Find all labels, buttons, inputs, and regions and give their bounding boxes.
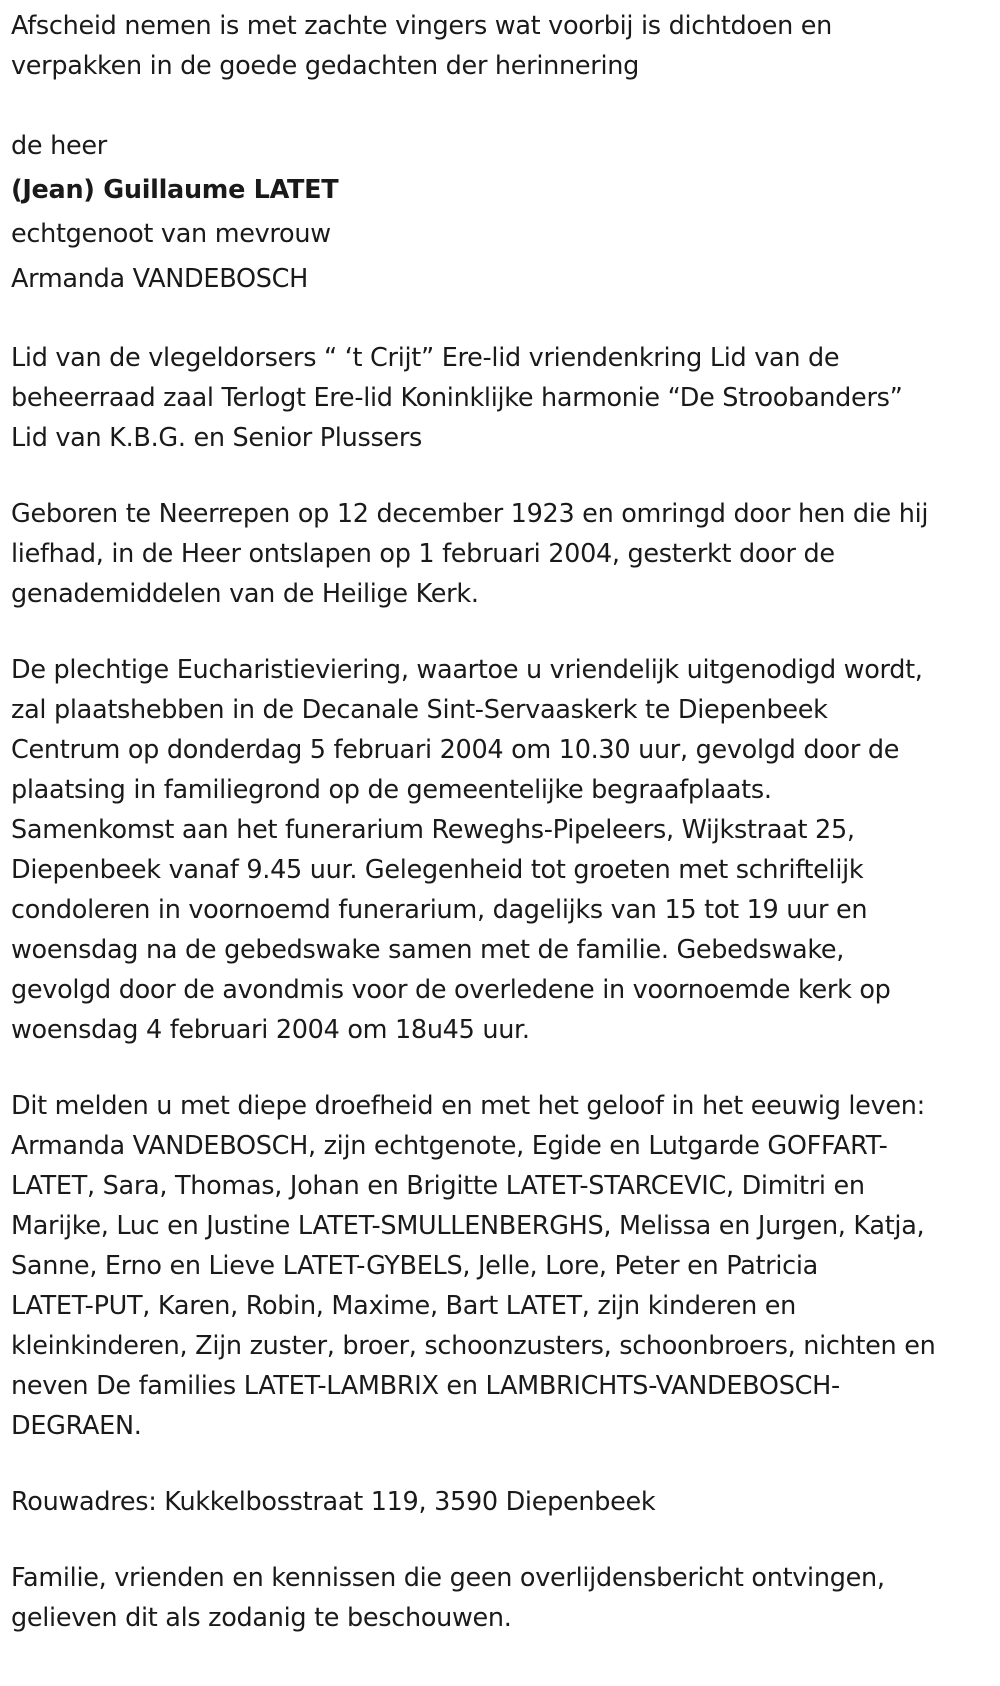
deceased-name: (Jean) Guillaume LATET: [11, 175, 339, 205]
spacer: [11, 614, 996, 650]
intro-text: Afscheid nemen is met zachte vingers wat voorbij is dichtdoen en verpakken in de goede gedachten der herinnering: [11, 11, 833, 81]
spouse-label: echtgenoot van mevrouw: [11, 219, 331, 249]
closing-text: Familie, vrienden en kennissen die geen overlijdensbericht ontvingen, gelieven dit als zodanig te beschouwen.: [11, 1563, 885, 1633]
spacer: [11, 302, 996, 338]
ceremony-text: De plechtige Eucharistieviering, waartoe u vriendelijk uitgenodigd wordt, zal plaatshebben in de Decanale Sint-Servaaskerk te Diepenbeek Centrum op donderdag 5 februari 2004 om 10.30 uur, gevolgd door de plaatsing in familiegrond op de gemeentelijke begraafplaats. Samenkomst aan het funerarium Reweghs-Pipeleers, Wijkstraat 25, Diepenbeek vanaf 9.45 uur. Gelegenheid tot groeten met schriftelijk condoleren in voornoemd funerarium, dagelijks van 15 tot 19 uur en woensdag na de gebedswake samen met de familie. Gebedswake, gevolgd door de avondmis voor de overledene in voornoemde kerk op woensdag 4 februari 2004 om 18u45 uur.: [11, 655, 923, 1045]
spacer: [11, 1522, 996, 1558]
spacer: [11, 1446, 996, 1482]
spacer: [11, 86, 996, 126]
birth-death-text: Geboren te Neerrepen op 12 december 1923 en omringd door hen die hij liefhad, in de Heer ontslapen op 1 februari 2004, gesterkt door de genademiddelen van de Heilige Kerk.: [11, 499, 929, 609]
family-text: Dit melden u met diepe droefheid en met het geloof in het eeuwig leven: Armanda VANDEBOSCH, zijn echtgenote, Egide en Lutgarde GOFFART- LATET, Sara, Thomas, Johan en Brigitte LATET-STARCEVIC, Dimitri en Marijke, Luc en Justine LATET-SMULLENBERGHS, Melissa en Jurgen, Katja, Sanne, Erno en Lieve LATET-GYBELS, Jelle, Lore, Peter en Patricia LATET-PUT, Karen, Robin, Maxime, Bart LATET, zijn kinderen en kleinkinderen, Zijn zuster, broer, schoonzusters, schoonbroers, nichten en neven De families LATET-LAMBRIX en LAMBRICHTS-VANDEBOSCH- DEGRAEN.: [11, 1091, 936, 1441]
spouse-name: Armanda VANDEBOSCH: [11, 264, 308, 294]
obituary-notice: [11, 6, 996, 1638]
address-text: Rouwadres: Kukkelbosstraat 119, 3590 Diepenbeek: [11, 1487, 656, 1517]
salutation: de heer: [11, 131, 107, 161]
spacer: [11, 1050, 996, 1086]
memberships-text: Lid van de vlegeldorsers “ ‘t Crijt” Ere-lid vriendenkring Lid van de beheerraad zaal Terlogt Ere-lid Koninklijke harmonie “De Stroobanders” Lid van K.B.G. en Senior Plussers: [11, 343, 903, 453]
spacer: [11, 458, 996, 494]
